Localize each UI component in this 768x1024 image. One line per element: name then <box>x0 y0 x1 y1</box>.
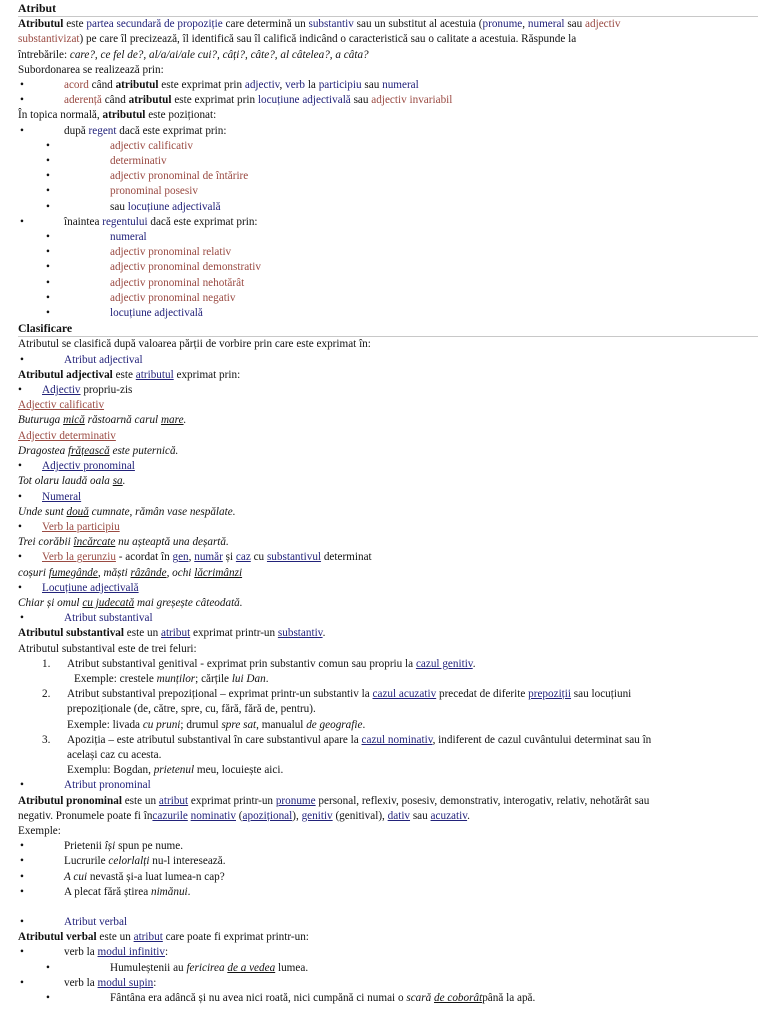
text: Exemplu: Bogdan, <box>67 764 154 777</box>
text: este un <box>121 794 159 807</box>
sublist-item <box>18 169 760 184</box>
bullet-icon: • <box>20 870 24 883</box>
list-item <box>18 854 760 869</box>
term: atributul <box>128 94 172 107</box>
text: sau <box>110 200 128 213</box>
bullet-icon: • <box>46 200 50 213</box>
link-atribut[interactable]: atribut <box>160 627 191 640</box>
bullet-icon: • <box>20 353 24 366</box>
sublist-item <box>18 291 760 306</box>
link-numeral[interactable]: numeral <box>527 18 565 31</box>
text: . <box>322 627 326 640</box>
text: sau <box>361 79 383 92</box>
text: Tot olaru laudă oala <box>18 475 113 488</box>
sublist-item <box>18 245 760 260</box>
text: ( <box>236 809 243 822</box>
sublist-item <box>18 154 760 169</box>
bullet-icon: • <box>46 155 50 168</box>
term: Atributul <box>18 18 64 31</box>
link-dativ[interactable]: dativ <box>387 809 411 822</box>
list-item <box>18 945 760 960</box>
highlight: celorlalți <box>108 855 150 868</box>
link-atribut-substantival[interactable]: Atribut substantival <box>64 612 153 625</box>
list-item <box>18 520 760 535</box>
numbered-item-cont: prepoziționale (de, către, spre, cu, fără, fără de, pentru). <box>67 703 316 716</box>
link-regentului[interactable]: regentului <box>102 215 148 228</box>
list-item-acord <box>18 78 760 93</box>
text: În topica normală, <box>18 109 103 122</box>
link-adjectiv[interactable]: adjectiv <box>585 18 621 31</box>
text: cumnate, rămân vase nespălate. <box>88 505 236 518</box>
questions: care?, ce fel de?, al/a/ai/ale cui?, câți?, câte?, al câtelea?, a câta? <box>69 48 369 61</box>
text: Apoziția – este atributul substantival în care substantivul apare la <box>67 733 362 746</box>
text: exprimat prin: <box>173 368 241 381</box>
text: , ochi <box>166 566 195 579</box>
text: . <box>362 718 366 731</box>
highlight: fumegânde <box>48 566 98 579</box>
highlight: sa <box>112 475 123 488</box>
text: nevastă și-a luat lumea-n cap? <box>87 870 225 883</box>
text: Exemple: livada <box>67 718 143 731</box>
link-substantivizat[interactable]: substantivizat <box>18 33 80 46</box>
link-verb-gerunziu[interactable]: Verb la gerunziu <box>42 551 116 564</box>
text: (genitival), <box>332 809 388 822</box>
link-numar[interactable]: număr <box>194 551 223 564</box>
link-adjectiv-pronominal-negativ[interactable]: adjectiv pronominal negativ <box>110 291 236 304</box>
text: este exprimat prin <box>158 79 245 92</box>
bullet-icon: • <box>20 855 24 868</box>
text: sau <box>350 94 372 107</box>
link-modul-infinitiv[interactable]: modul infinitiv <box>97 946 165 959</box>
text: și <box>222 551 236 564</box>
text: : <box>153 976 157 989</box>
text: . <box>265 672 269 685</box>
link-adjectiv-pronominal-relativ[interactable]: adjectiv pronominal relativ <box>110 246 232 259</box>
list-item <box>18 870 760 885</box>
highlight: spre sat <box>221 718 257 731</box>
highlight: mare <box>160 414 184 427</box>
link-gen[interactable]: gen <box>172 551 189 564</box>
highlight: prietenul <box>153 764 195 777</box>
text: verb la <box>64 946 98 959</box>
bullet-icon: • <box>20 915 24 928</box>
text: până la apă. <box>482 992 536 1004</box>
link-atribut-adjectival[interactable]: Atribut adjectival <box>64 353 143 366</box>
highlight: două <box>66 505 89 518</box>
spacer <box>18 900 760 915</box>
highlight: lui Dan <box>231 672 266 685</box>
pronominal-definition <box>18 794 760 809</box>
heading-atribut: Atribut <box>18 1 758 17</box>
example-line <box>18 444 760 459</box>
text: lumea. <box>275 961 309 974</box>
text: este poziționat: <box>145 109 217 122</box>
bullet-icon: • <box>46 185 50 198</box>
item-number: 1. <box>42 657 51 670</box>
text: ; cărțile <box>195 672 232 685</box>
list-item <box>18 581 760 596</box>
pronominal-definition-cont <box>18 809 760 824</box>
link-parte-secundara[interactable]: partea secundară de propoziție <box>86 18 223 31</box>
link-cazul-genitiv[interactable]: cazul genitiv <box>415 657 473 670</box>
text: ), <box>292 809 302 822</box>
list-item-inaintea <box>18 215 760 230</box>
link-apozitional[interactable]: apozițional <box>242 809 293 822</box>
text: înaintea <box>64 215 103 228</box>
link-atribut-pronominal[interactable]: Atribut pronominal <box>64 779 151 792</box>
text: A plecat fără știrea <box>64 885 151 898</box>
link-adjectiv-determinativ[interactable]: Adjectiv determinativ <box>18 429 116 442</box>
highlight: cu pruni <box>142 718 181 731</box>
link-line <box>18 398 760 413</box>
highlight: lăcrimânzi <box>194 566 243 579</box>
list-item-dupa <box>18 124 760 139</box>
text: : <box>164 946 169 959</box>
bullet-icon: • <box>20 94 24 107</box>
link-substantiv[interactable]: substantiv <box>277 627 323 640</box>
text: întrebările: <box>18 48 70 61</box>
text: este <box>63 18 87 31</box>
text: , indiferent de cazul cuvântului determinat sau în <box>432 733 652 746</box>
example-line <box>18 413 760 428</box>
text: Unde sunt <box>18 505 67 518</box>
text: Humuleștenii au <box>110 961 187 974</box>
text: exprimat printr-un <box>188 794 276 807</box>
sublist-item <box>18 276 760 291</box>
text: , <box>522 18 528 31</box>
bullet-icon: • <box>20 946 24 959</box>
link-atribut[interactable]: atribut <box>158 794 189 807</box>
bullet-icon: • <box>18 460 22 473</box>
text: dacă este exprimat prin: <box>147 215 258 228</box>
text: cu <box>250 551 267 564</box>
list-item <box>18 839 760 854</box>
sublist-item <box>18 139 760 154</box>
bullet-icon: • <box>18 520 22 533</box>
text: . <box>467 809 470 822</box>
list-item-aderenta <box>18 93 760 108</box>
numbered-item-cont: același caz cu acesta. <box>67 748 162 761</box>
bullet-icon: • <box>46 139 50 152</box>
text: , <box>279 79 286 92</box>
link-modul-supin[interactable]: modul supin <box>97 976 154 989</box>
text: Fântâna era adâncă și nu avea nici roată, nici cumpănă ci numai o <box>110 992 407 1004</box>
text: sau <box>564 18 586 31</box>
highlight: încărcate <box>73 536 116 549</box>
bullet-icon: • <box>18 490 22 503</box>
term: atributul <box>102 109 146 122</box>
bullet-icon: • <box>20 612 24 625</box>
link-determinativ[interactable]: determinativ <box>110 155 167 168</box>
link-line <box>18 429 760 444</box>
sublist-item <box>18 961 760 976</box>
link-atribut[interactable]: atribut <box>133 931 163 944</box>
highlight: își <box>104 840 116 853</box>
bullet-icon: • <box>20 124 24 137</box>
example-line <box>18 672 760 687</box>
bullet-icon: • <box>18 581 22 594</box>
text: meu, locuiește aici. <box>194 764 284 777</box>
classification-intro: Atributul se clasifică după valoarea părții de vorbire prin care este exprimat în: <box>18 338 371 351</box>
highlight: A cui <box>64 870 88 883</box>
text: Exemple: crestele <box>74 672 157 685</box>
topica-line <box>18 108 760 123</box>
highlight: cu judecată <box>82 596 135 609</box>
term: Atributul verbal <box>18 931 97 944</box>
sublist-item <box>18 184 760 199</box>
bullet-icon: • <box>20 840 24 853</box>
text: care determină un <box>222 18 309 31</box>
text: . <box>187 885 191 898</box>
link-locutiune-adjectivala[interactable]: locuțiune adjectivală <box>257 94 351 107</box>
text: Chiar și omul <box>18 596 83 609</box>
link-atributul[interactable]: atributul <box>135 368 174 381</box>
link-numeral[interactable]: numeral <box>110 231 147 244</box>
text: Prietenii <box>64 840 105 853</box>
definition-paragraph <box>18 17 760 32</box>
text: sau <box>410 809 431 822</box>
example-line <box>18 763 760 778</box>
example-line <box>18 596 760 611</box>
numbered-item <box>18 657 760 672</box>
link-genitiv[interactable]: genitiv <box>301 809 333 822</box>
text: , <box>188 551 195 564</box>
link-participiu[interactable]: participiu <box>318 79 362 92</box>
text: este exprimat prin <box>171 94 258 107</box>
sublist-item <box>18 200 760 215</box>
link-cazul-acuzativ[interactable]: cazul acuzativ <box>372 688 437 701</box>
sublist-item <box>18 306 760 321</box>
text: sau locuțiuni <box>571 688 632 701</box>
link-substantiv[interactable]: substantiv <box>308 18 354 31</box>
term: atributul <box>115 79 159 92</box>
link-locutiune-adjectivala[interactable]: Locuțiune adjectivală <box>42 581 139 594</box>
bullet-icon: • <box>46 992 50 1004</box>
link-aderenta[interactable]: aderență <box>64 94 102 107</box>
text: exprimat printr-un <box>190 627 278 640</box>
bullet-icon: • <box>18 384 22 397</box>
example-line <box>18 474 760 489</box>
example-line <box>18 566 760 581</box>
link-locutiune-adjectivala[interactable]: locuțiune adjectivală <box>110 307 203 320</box>
term: Atributul adjectival <box>18 368 113 381</box>
item-number: 3. <box>42 733 51 746</box>
bullet-icon: • <box>20 779 24 792</box>
bullet-icon: • <box>46 170 50 183</box>
text: este un <box>96 931 134 944</box>
link-adjectiv[interactable]: Adjectiv <box>42 384 81 397</box>
adjectival-definition <box>18 368 760 383</box>
questions-line <box>18 48 760 63</box>
text: verb la <box>64 976 98 989</box>
example-line <box>18 718 760 733</box>
text: propriu-zis <box>80 384 133 397</box>
list-item <box>18 383 760 398</box>
link-nominativ[interactable]: nominativ <box>190 809 236 822</box>
highlight: munților <box>156 672 196 685</box>
text: nu-l interesează. <box>149 855 226 868</box>
highlight: de geografie <box>306 718 363 731</box>
link-adjectiv-calificativ[interactable]: adjectiv calificativ <box>110 139 193 152</box>
link-acord[interactable]: acord <box>64 79 89 92</box>
text: , manualul <box>256 718 307 731</box>
link-pronominal-posesiv[interactable]: pronominal posesiv <box>110 185 198 198</box>
text: ) pe care îl precizează, îl identifică sau îl califică indicând o caracteristică sau o calitate a acestuia. Răspunde la <box>79 33 577 46</box>
text: Trei corăbii <box>18 536 74 549</box>
text: spun pe nume. <box>115 840 184 853</box>
section-title-verbal <box>18 915 760 930</box>
text: Buturuga <box>18 414 64 427</box>
examples-label: Exemple: <box>18 824 61 837</box>
bullet-icon: • <box>46 276 50 289</box>
link-caz[interactable]: caz <box>235 551 251 564</box>
link-locutiune-adjectivala[interactable]: locuțiune adjectivală <box>127 200 221 213</box>
text: ; drumul <box>180 718 222 731</box>
text: personal, reflexiv, posesiv, demonstrativ, interogativ, relativ, nehotărât sau <box>315 794 650 807</box>
term: Atributul pronominal <box>18 794 122 807</box>
link-adjectiv-invariabil[interactable]: adjectiv invariabil <box>371 94 453 107</box>
bullet-icon: • <box>46 307 50 320</box>
text: la <box>305 79 319 92</box>
highlight: fericirea <box>186 961 228 974</box>
text: după <box>64 124 89 137</box>
list-item <box>18 490 760 505</box>
link-pronume[interactable]: pronume <box>275 794 316 807</box>
bullet-icon: • <box>20 215 24 228</box>
term: Atributul substantival <box>18 627 124 640</box>
verbal-definition <box>18 930 760 945</box>
example-line <box>18 535 760 550</box>
list-item <box>18 976 760 991</box>
list-item <box>18 459 760 474</box>
link-adjectiv-calificativ[interactable]: Adjectiv calificativ <box>18 399 105 412</box>
link-numeral[interactable]: Numeral <box>42 490 82 503</box>
link-adjectiv-pronominal-nehotarat[interactable]: adjectiv pronominal nehotărât <box>110 276 245 289</box>
text: coșuri <box>18 566 49 579</box>
bullet-icon: • <box>20 79 24 92</box>
highlight: mică <box>63 414 85 427</box>
sublist-item <box>18 260 760 275</box>
numbered-item <box>18 733 760 748</box>
section-title-substantival <box>18 611 760 626</box>
highlight: frățească <box>68 444 110 457</box>
section-title-adjectival <box>18 353 760 368</box>
bullet-icon: • <box>46 961 50 974</box>
text: este <box>112 368 136 381</box>
bullet-icon: • <box>46 231 50 244</box>
bullet-icon: • <box>46 291 50 304</box>
text: care poate fi exprimat printr-un: <box>162 931 309 944</box>
text: precedat de diferite <box>436 688 529 701</box>
link-verb[interactable]: verb <box>285 79 306 92</box>
link-substantivul[interactable]: substantivul <box>266 551 322 564</box>
highlight: scară <box>406 992 435 1004</box>
link-cazurile[interactable]: cazurile <box>152 809 188 822</box>
sublist-item <box>18 230 760 245</box>
text: este puternică. <box>109 444 179 457</box>
list-item <box>18 550 760 565</box>
subordination-intro: Subordonarea se realizează prin: <box>18 63 164 76</box>
text: Atribut substantival prepozițional – exprimat printr-un substantiv la <box>67 688 373 701</box>
section-title-pronominal <box>18 778 760 793</box>
definition-paragraph-cont <box>18 32 760 47</box>
text: sau un substitut al acestuia ( <box>353 18 483 31</box>
highlight: râzânde <box>130 566 167 579</box>
link-adjectiv[interactable]: adjectiv <box>244 79 280 92</box>
bullet-icon: • <box>46 246 50 259</box>
link-cazul-nominativ[interactable]: cazul nominativ <box>361 733 433 746</box>
text: dacă este exprimat prin: <box>116 124 227 137</box>
bullet-icon: • <box>20 885 24 898</box>
highlight: de a vedea <box>227 961 276 974</box>
highlight: nimănui <box>150 885 188 898</box>
text: determinat <box>321 551 372 564</box>
substantival-definition <box>18 626 760 641</box>
link-prepozitii[interactable]: prepoziții <box>528 688 571 701</box>
link-pronume[interactable]: pronume <box>482 18 523 31</box>
text: Lucrurile <box>64 855 109 868</box>
link-acuzativ[interactable]: acuzativ <box>430 809 468 822</box>
text: - acordat în <box>115 551 173 564</box>
bullet-icon: • <box>20 976 24 989</box>
link-atribut-verbal[interactable]: Atribut verbal <box>64 915 128 928</box>
substantival-types-intro: Atributul substantival este de trei feluri: <box>18 642 197 655</box>
text: este un <box>124 627 161 640</box>
text: negativ. Pronumele poate fi în <box>18 809 153 822</box>
text: când <box>101 94 129 107</box>
link-regent[interactable]: regent <box>88 124 117 137</box>
text: . <box>122 475 126 488</box>
text: , măști <box>97 566 131 579</box>
text: . <box>472 657 476 670</box>
text: Dragostea <box>18 444 69 457</box>
text: mai greșește câteodată. <box>134 596 243 609</box>
text: nu așteaptă una deșartă. <box>115 536 229 549</box>
text: răstoarnă carul <box>84 414 161 427</box>
link-numeral[interactable]: numeral <box>382 79 419 92</box>
heading-clasificare: Clasificare <box>18 321 758 337</box>
link-adjectiv-pronominal-intarire[interactable]: adjectiv pronominal de întărire <box>110 170 249 183</box>
list-item <box>18 885 760 900</box>
example-line <box>18 505 760 520</box>
text: Atribut substantival genitival - exprimat prin substantiv comun sau propriu la <box>67 657 416 670</box>
link-verb-participiu[interactable]: Verb la participiu <box>42 520 120 533</box>
bullet-icon: • <box>18 551 22 564</box>
text: . <box>183 414 187 427</box>
highlight: de coborât <box>434 992 483 1004</box>
bullet-icon: • <box>46 261 50 274</box>
item-number: 2. <box>42 688 51 701</box>
text: când <box>88 79 116 92</box>
numbered-item <box>18 687 760 702</box>
link-adjectiv-pronominal-demonstrativ[interactable]: adjectiv pronominal demonstrativ <box>110 261 261 274</box>
sublist-item <box>18 991 760 1006</box>
link-adjectiv-pronominal[interactable]: Adjectiv pronominal <box>42 460 135 473</box>
